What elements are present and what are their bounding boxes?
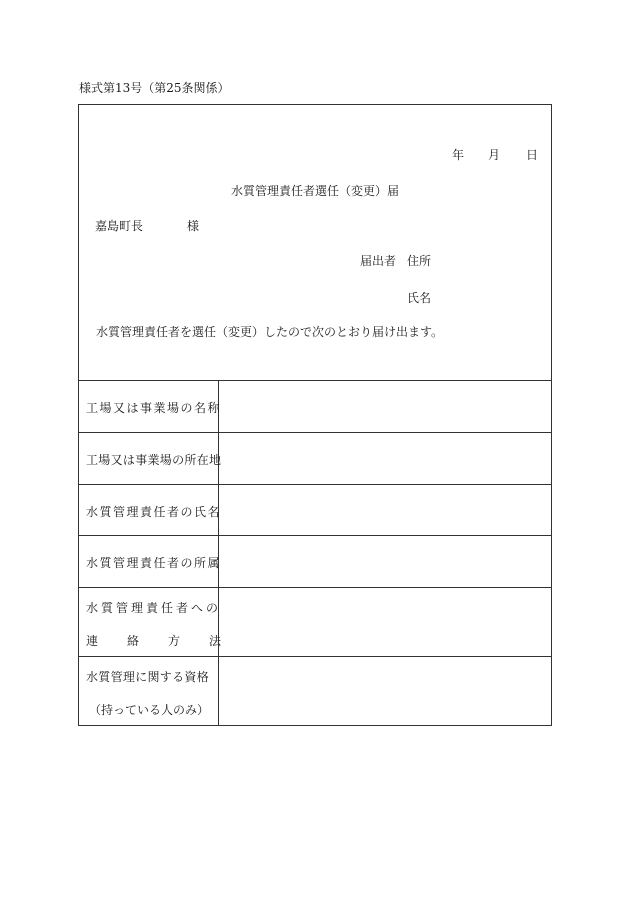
qualification-label-line2: （持っている人のみ） <box>89 703 210 717</box>
row-label <box>79 485 222 535</box>
row-facility-location <box>79 433 551 485</box>
row-manager-affiliation <box>79 536 551 588</box>
manager-contact-label-line1: 水質管理責任者への <box>86 601 222 615</box>
row-manager-name <box>79 485 551 536</box>
submitter-name-label: 氏名 <box>407 291 432 305</box>
manager-name-field[interactable] <box>219 485 551 535</box>
row-qualification <box>79 657 551 726</box>
row-label <box>79 381 222 432</box>
manager-contact-field[interactable] <box>219 588 551 656</box>
facility-location-label: 工場又は事業場の所在地 <box>86 453 222 467</box>
addressee <box>95 218 199 234</box>
form-table <box>79 381 551 726</box>
form-number: 様式第13号（第25条関係） <box>79 81 230 95</box>
addressee-name: 嘉島町長 <box>95 219 144 233</box>
form-frame <box>78 104 552 726</box>
date-month-label: 月 <box>488 148 501 162</box>
manager-affiliation-label: 水質管理責任者の所属 <box>86 556 222 570</box>
qualification-field[interactable] <box>219 657 551 726</box>
date-day-label: 日 <box>526 148 539 162</box>
manager-affiliation-field[interactable] <box>219 536 551 587</box>
row-facility-name <box>79 381 551 433</box>
manager-name-label: 水質管理責任者の氏名 <box>86 505 222 519</box>
qualification-label-line1: 水質管理に関する資格 <box>86 670 210 684</box>
row-label <box>79 588 251 656</box>
statement-text: 水質管理責任者を選任（変更）したので次のとおり届け出ます。 <box>96 325 444 339</box>
row-label <box>79 657 219 726</box>
facility-name-label: 工場又は事業場の名称 <box>86 401 222 415</box>
manager-contact-label-line2: 連絡方法 <box>86 634 251 648</box>
date-line <box>452 147 538 163</box>
row-manager-contact <box>79 588 551 657</box>
facility-location-field[interactable] <box>219 433 551 484</box>
facility-name-field[interactable] <box>219 381 551 432</box>
form-header <box>79 105 551 381</box>
submitter-label: 届出者 <box>360 254 397 268</box>
addressee-honorific: 様 <box>187 219 200 233</box>
document-title: 水質管理責任者選任（変更）届 <box>230 184 399 198</box>
submitter-address-label: 住所 <box>407 254 432 268</box>
row-label <box>79 536 222 587</box>
row-label <box>79 433 222 484</box>
date-year-label: 年 <box>452 148 465 162</box>
